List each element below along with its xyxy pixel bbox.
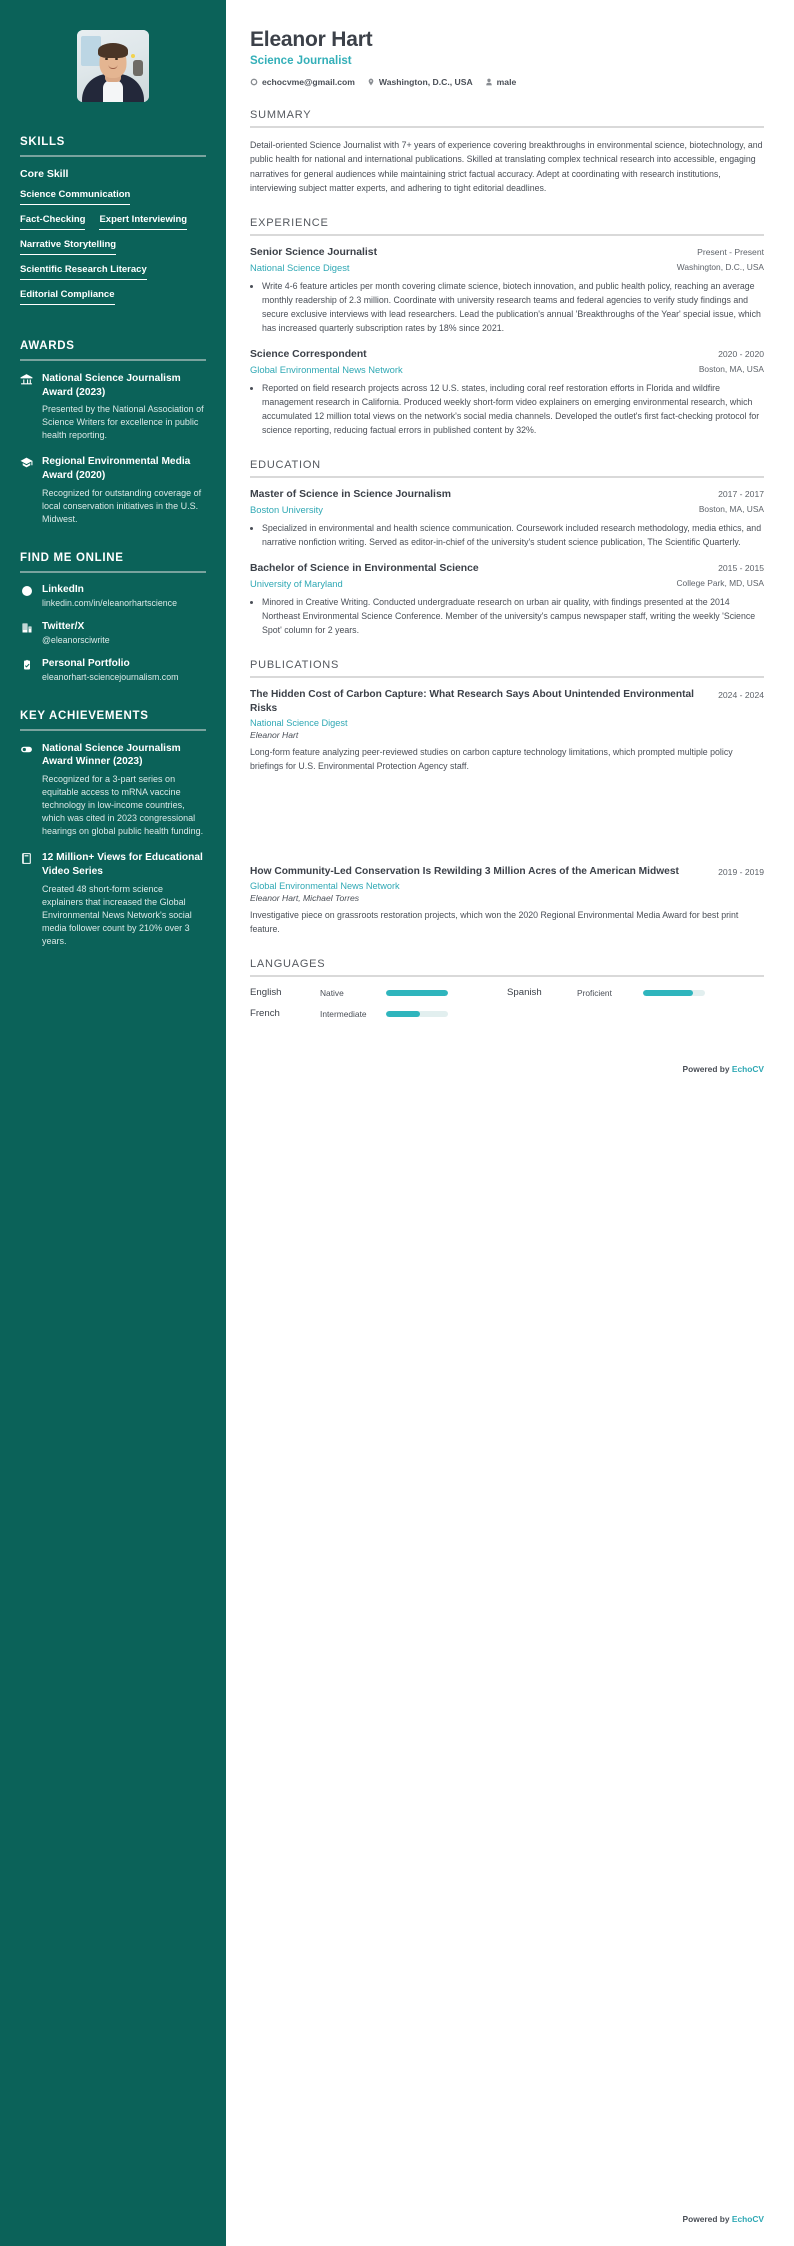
key-achievements-heading: KEY ACHIEVEMENTS <box>20 709 149 722</box>
summary-divider <box>250 126 764 128</box>
core-skill-label: Core Skill <box>20 168 69 180</box>
education-degree: Master of Science in Science Journalism <box>250 489 451 501</box>
education-dates: 2017 - 2017 <box>718 489 764 500</box>
experience-entry <box>250 348 764 437</box>
skill-chip: Fact-Checking <box>20 214 85 230</box>
award-item <box>20 372 206 442</box>
bullet: • Write 4-6 feature articles per month covering climate science, biotech innovation, and public health policy, reaching an average monthly readership of 2.3 million. Coordinate with university research teams and federal agencies to verify study findings and secure exclusive interviews with lead researchers. Lead the publication's annual 'Breakthroughs of the Year' special issue, which has increased quarterly subscription rates by 18% since 2021. <box>262 279 764 335</box>
sidebar <box>0 0 226 2246</box>
brand-name: EchoCV <box>731 1064 764 1074</box>
achievement-title: National Science Journalism Award Winner (2023) <box>42 742 181 768</box>
award-title: National Science Journalism Award (2023) <box>42 373 181 398</box>
graduation-cap-icon <box>20 456 33 469</box>
languages-grid <box>250 987 764 1019</box>
link-label: Personal Portfolio <box>42 657 130 669</box>
awards-heading: AWARDS <box>20 340 75 352</box>
contact-gender-text: male <box>496 77 517 87</box>
experience-dates: 2020 - 2020 <box>718 349 764 360</box>
publication-org: Global Environmental News Network <box>250 881 400 891</box>
profile-photo-wrap <box>20 30 206 102</box>
powered-prefix: Powered by <box>682 1064 732 1074</box>
award-description: Recognized for outstanding coverage of local conservation initiatives in the U.S. Midwest. <box>42 487 202 524</box>
contact-location-text: Washington, D.C., USA <box>378 77 473 87</box>
publication-dates: 2024 - 2024 <box>718 690 764 701</box>
language-bar <box>643 990 705 996</box>
education-bullets <box>250 595 764 637</box>
contact-email-text: echocvme@gmail.com <box>262 77 355 87</box>
skill-chip: Science Communication <box>20 189 130 205</box>
key-achievements-section <box>20 710 206 948</box>
email-icon <box>250 78 258 86</box>
publications-section <box>250 659 764 936</box>
education-divider <box>250 476 764 478</box>
experience-role: Senior Science Journalist <box>250 247 378 258</box>
language-name: French <box>250 1008 280 1020</box>
languages-divider <box>250 975 764 977</box>
powered-prefix: Powered by <box>682 2214 732 2224</box>
page-break-spacer <box>250 787 764 865</box>
clock-icon <box>20 585 33 598</box>
link-item-linkedin[interactable] <box>20 584 206 610</box>
award-item <box>20 455 206 525</box>
experience-location: Washington, D.C., USA <box>676 261 764 272</box>
link-item-twitter[interactable] <box>20 621 206 647</box>
publication-authors: Eleanor Hart, Michael Torres <box>250 893 360 903</box>
find-me-online-heading: FIND ME ONLINE <box>20 551 124 564</box>
experience-org: Global Environmental News Network <box>250 363 403 375</box>
find-me-online-divider <box>20 571 206 573</box>
publication-authors: Eleanor Hart <box>250 730 299 740</box>
publication-title: The Hidden Cost of Carbon Capture: What Research Says About Unintended Environmental Risks <box>250 689 694 715</box>
achievement-item <box>20 742 206 839</box>
bullet: • Specialized in environmental and health science communication. Coursework included research methodology, media ethics, and narrative nonfiction writing. Served as editor-in-chief of the university's student science publication, The Scientific Quarterly. <box>262 521 764 549</box>
summary-text: Detail-oriented Science Journalist with 7+ years of experience covering breakthroughs in environmental science, biotechnology, and public health for national and international publications. Skilled at translating complex technical research into accessible, engaging narratives for general audiences while maintaining strict factual accuracy. Adept at coordinating with research institutions, interviewing subject matter experts, and adhering to tight editorial deadlines. <box>250 140 763 193</box>
powered-by-footer <box>683 1064 764 1074</box>
experience-bullets <box>250 381 764 437</box>
education-entry <box>250 562 764 637</box>
experience-org: National Science Digest <box>250 261 350 273</box>
education-location: Boston, MA, USA <box>698 503 764 514</box>
book-icon <box>20 852 33 865</box>
publication-org: National Science Digest <box>250 718 348 728</box>
award-title: Regional Environmental Media Award (2020) <box>42 456 191 482</box>
language-bar <box>386 990 448 996</box>
link-url[interactable]: eleanorhart-sciencejournalism.com <box>42 671 179 682</box>
link-url[interactable]: linkedin.com/in/eleanorhartscience <box>42 597 177 608</box>
key-achievements-divider <box>20 729 206 731</box>
language-level: Proficient <box>577 987 612 998</box>
skills-heading: SKILLS <box>20 136 66 148</box>
achievement-description: Created 48 short-form science explainers that increased the Global Environmental News Network's social media follower count by 210% over 3 years. <box>42 883 192 946</box>
education-location: College Park, MD, USA <box>676 577 764 588</box>
location-icon <box>367 78 375 86</box>
experience-role: Science Correspondent <box>250 349 367 361</box>
avatar <box>77 30 149 102</box>
link-item-portfolio[interactable] <box>20 658 206 684</box>
language-level: Intermediate <box>320 1008 367 1019</box>
link-label: Twitter/X <box>42 620 85 632</box>
museum-icon <box>20 373 33 386</box>
link-url[interactable]: @eleanorsciwrite <box>42 634 110 645</box>
bullet: • Minored in Creative Writing. Conducted undergraduate research on urban air quality, with findings presented at the 2014 Northeast Environmental Science Conference. Member of the university's campus newspaper staff, writing the weekly 'Science Spot' column for 2 years. <box>262 595 764 637</box>
language-item <box>250 987 507 998</box>
education-dates: 2015 - 2015 <box>718 563 764 574</box>
publication-dates: 2019 - 2019 <box>718 867 764 878</box>
language-item <box>507 987 764 998</box>
building-icon <box>20 622 33 635</box>
awards-section <box>20 340 206 526</box>
link-label: LinkedIn <box>42 583 84 595</box>
education-title: EDUCATION <box>250 459 321 472</box>
education-school: University of Maryland <box>250 577 343 589</box>
language-name: Spanish <box>507 987 542 999</box>
education-school: Boston University <box>250 503 323 515</box>
education-entry <box>250 488 764 549</box>
skill-list <box>20 189 206 314</box>
achievement-title: 12 Million+ Views for Educational Video Series <box>42 852 203 877</box>
education-section <box>250 459 764 637</box>
education-bullets <box>250 521 764 549</box>
contact-row <box>250 77 764 87</box>
experience-entry <box>250 246 764 335</box>
publication-entry <box>250 688 764 773</box>
summary-section <box>250 109 764 195</box>
page-title: Eleanor Hart <box>250 28 373 51</box>
find-me-online-section <box>20 552 206 684</box>
languages-title: LANGUAGES <box>250 958 326 971</box>
language-item <box>250 1008 507 1019</box>
experience-title: EXPERIENCE <box>250 217 329 229</box>
publication-description: Investigative piece on grassroots restoration projects, which won the 2020 Regional Environmental Media Award for best print feature. <box>250 910 739 935</box>
contact-location <box>367 77 473 87</box>
languages-section <box>250 958 764 1019</box>
award-description: Presented by the National Association of Science Writers for excellence in public health reporting. <box>42 404 204 441</box>
language-level: Native <box>320 987 344 998</box>
publication-entry <box>250 865 764 936</box>
bullet: • Reported on field research projects across 12 U.S. states, including coral reef restoration efforts in Florida and wildfire management research in California. Produced weekly short-form video explainers on emerging environmental research, which accumulated 12 million total views on the network's social media channels. Developed the outlet's first fact-checking protocol for science reporting, reducing factual errors in published content by 32%. <box>262 381 764 437</box>
clipboard-check-icon <box>20 659 33 672</box>
toggle-icon <box>20 743 33 756</box>
skills-divider <box>20 155 206 157</box>
skill-chip: Scientific Research Literacy <box>20 264 147 280</box>
contact-email[interactable] <box>250 77 355 87</box>
skill-chip: Editorial Compliance <box>20 289 115 305</box>
publication-description: Long-form feature analyzing peer-reviewed studies on carbon capture technology limitations, which prompted multiple policy briefings for U.S. Environmental Protection Agency staff. <box>250 747 733 772</box>
main-content <box>226 0 794 2246</box>
summary-title: SUMMARY <box>250 109 312 121</box>
contact-gender <box>485 77 517 87</box>
experience-divider <box>250 234 764 236</box>
experience-bullets <box>250 279 764 335</box>
awards-divider <box>20 359 206 361</box>
skill-chip: Expert Interviewing <box>99 214 187 230</box>
education-degree: Bachelor of Science in Environmental Science <box>250 563 479 575</box>
skills-section <box>20 136 206 314</box>
language-bar <box>386 1011 448 1017</box>
experience-dates: Present - Present <box>697 247 764 257</box>
publication-title: How Community-Led Conservation Is Rewilding 3 Million Acres of the American Midwest <box>250 866 679 878</box>
skill-chip: Narrative Storytelling <box>20 239 116 255</box>
achievement-item <box>20 851 206 948</box>
person-icon <box>485 78 493 86</box>
powered-by-footer <box>683 2214 764 2224</box>
experience-location: Boston, MA, USA <box>698 363 764 374</box>
job-role: Science Journalist <box>250 55 352 67</box>
brand-name: EchoCV <box>731 2214 764 2224</box>
experience-section <box>250 217 764 437</box>
language-name: English <box>250 987 282 999</box>
publications-divider <box>250 676 764 678</box>
publications-title: PUBLICATIONS <box>250 659 340 672</box>
achievement-description: Recognized for a 3-part series on equitable access to mRNA vaccine technology in low-income countries, which was cited in 2023 congressional hearings on global public health funding. <box>42 773 204 837</box>
